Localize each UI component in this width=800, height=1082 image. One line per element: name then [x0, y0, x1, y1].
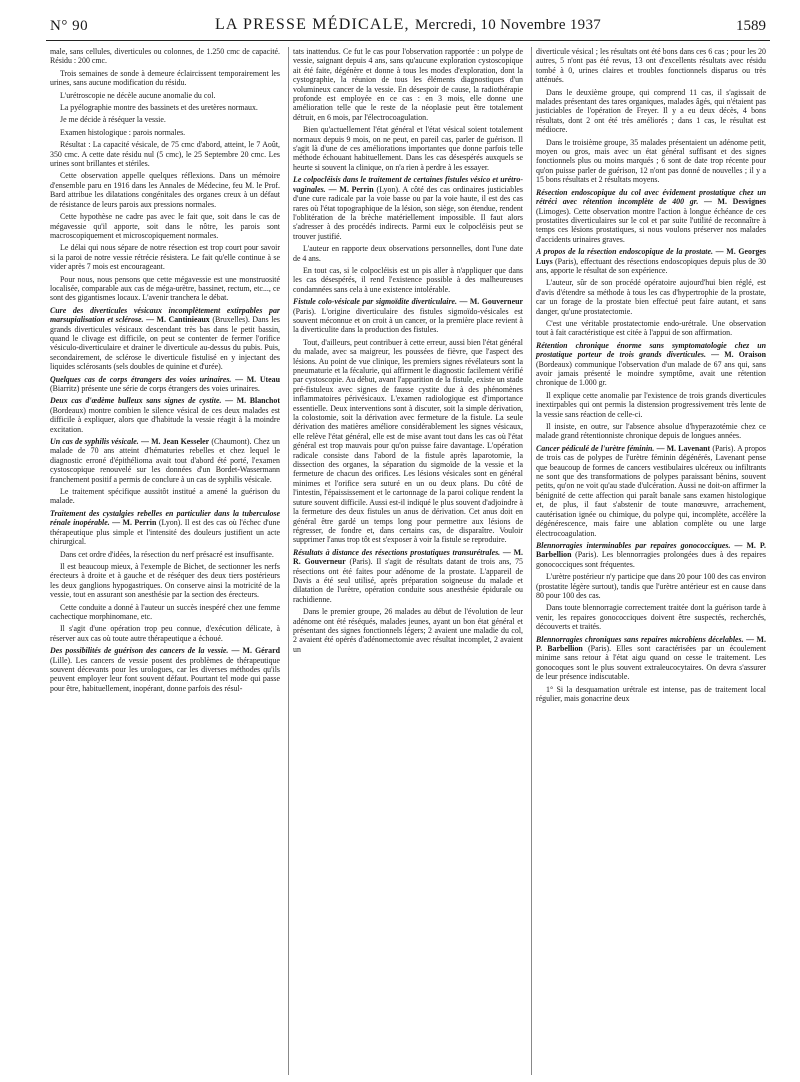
body-paragraph: Il est beaucoup mieux, à l'exemple de Bichet, de sectionner les nerfs érecteurs à droite et à gauche et de réséquer des deux tiers postérieurs les deux ganglions hypogastriques. On conserve ainsi la motricité de la vessie, tout en assurant son anesthésie par la section des érecteurs. [50, 561, 280, 600]
section-body: communique l'observation d'un malade de 67 ans qui, sans avoir jamais présenté le moindre symptôme, avait une rétention chronique de 1.000 gr. [536, 359, 766, 388]
section-paragraph [50, 396, 280, 434]
section-author: — M. Uteau [235, 374, 280, 384]
section-title: Deux cas d'œdème bulleux sans signes de cystite. [50, 396, 222, 406]
author-place: (Paris). [293, 306, 317, 316]
body-paragraph: L'auteur, sûr de son procédé opératoire aujourd'hui bien réglé, est d'avis d'étendre sa méthode à tous les cas d'hypertrophie de la prostate, car un forage de la prostate bien effectué peut faire autant, et sans danger, qu'une prostatectomie. [536, 278, 766, 316]
column-left [50, 47, 280, 1075]
author-place: (Paris). [349, 557, 373, 567]
body-paragraph: La pyélographie montre des bassinets et des uretères normaux. [60, 103, 258, 113]
body-paragraph: L'urétroscopie ne décèle aucune anomalie du col. [60, 90, 216, 100]
body-paragraph: L'auteur en rapporte deux observations personnelles, dont l'une date de 4 ans. [293, 244, 523, 263]
author-place: (Paris). [712, 443, 736, 453]
body-paragraph: male, sans cellules, diverticules ou colonnes, de 1.250 cmc de capacité. Résidu : 200 cmc. [50, 47, 280, 66]
section-title: Des possibilités de guérison des cancers de la vessie. [50, 646, 229, 656]
body-paragraph: Bien qu'actuellement l'état général et l'état vésical soient totalement normaux depuis 9 mois, on ne peut, en pareil cas, parler de guérison. Il s'agit là d'une de ces améliorations importantes que donne parfois telle méthode échouant habituellement. Dans les cas désespérés auxquels se heurte si souvent la clinique, on n'a rien à perdre à les essayer. [293, 125, 523, 172]
section-author: — M. Georges Luys [536, 247, 766, 266]
section-author: — M. Desvignes [703, 197, 766, 207]
section-paragraph [536, 188, 766, 244]
section-paragraph [50, 437, 280, 484]
author-place: (Lyon). [376, 184, 400, 194]
section-paragraph [50, 375, 280, 394]
section-author: — M. Oraison [711, 350, 766, 360]
author-place: (Paris). [575, 550, 599, 560]
body-paragraph: Trois semaines de sonde à demeure éclaircissent temporairement les urines, sans aucune modification du résidu. [50, 68, 280, 88]
section-title: Quelques cas de corps étrangers des voies urinaires. [50, 374, 232, 384]
section-title: Fistule colo-vésicale par sigmoïdite diverticulaire. [293, 297, 457, 307]
section-paragraph [50, 646, 280, 693]
section-paragraph [536, 341, 766, 388]
section-title: Blennorragies interminables par repaires gonococciques. [536, 540, 731, 550]
section-paragraph [293, 297, 523, 335]
body-paragraph: Dans cet ordre d'idées, la résection du nerf présacré est insuffisante. [60, 549, 274, 559]
section-author: — M. Gérard [231, 646, 280, 656]
author-place: (Lyon). [158, 518, 183, 528]
author-place: (Bordeaux) [50, 405, 86, 415]
body-paragraph: Examen histologique : parois normales. [60, 127, 186, 137]
body-paragraph: Résultat : La capacité vésicale, de 75 cmc d'abord, atteint, le 7 Août, 350 cmc. A cette date résidu nul (5 cmc), le 25 Septembre 20 cmc. Les urines sont brillantes et stériles. [50, 140, 280, 169]
author-place: (Chaumont). [211, 437, 252, 447]
section-paragraph [293, 175, 523, 241]
section-author: — M. P. Barbellion [536, 540, 766, 560]
section-body: Les blennorragies prolongées dues à des repaires gonococciques sont fréquentes. [536, 550, 766, 569]
section-author: — M. Perrin [328, 184, 374, 194]
column-right [531, 47, 766, 1075]
section-paragraph [50, 509, 280, 547]
section-paragraph [536, 444, 766, 538]
author-place: (Limoges). [536, 206, 571, 216]
section-title: Blennorragies chroniques sans repaires microbiens décelables. [536, 634, 744, 644]
section-author: — M. P. Barbellion [536, 634, 766, 653]
text-columns [50, 47, 766, 1075]
body-paragraph: Le traitement spécifique aussitôt institué a amené la guérison du malade. [50, 487, 280, 506]
section-paragraph [536, 635, 766, 682]
section-title: Cure des diverticules vésicaux incomplètement extirpables par marsupialisation et sclérose. [50, 305, 280, 325]
section-body: Il s'agit de résultats datant de trois ans, 75 résections ont été faites pour adénome de la prostate. L'appareil de Davis a été seul utilisé, après préparation soigneuse du malade et dilatation de l'urètre, opération conduite sous anesthésie épidurale ou rachidienne. [293, 557, 523, 604]
column-middle [288, 47, 523, 1075]
section-author: — M. R. Gouverneur [293, 547, 523, 567]
body-paragraph: Dans le premier groupe, 26 malades au début de l'évolution de leur adénome ont été réséqués, malades jeunes, ayant un bon état général et présentant des signes fonctionnels légers; 2 avaient une maladie du col, 2 avaient été opérés d'adénomectomie avec résultat incomplet, 2 avaient un [293, 607, 523, 654]
author-place: (Bruxelles). [212, 315, 250, 325]
section-body: Il est des cas où l'échec d'une thérapeutique plus simple et l'intensité des douleurs justifient un acte chirurgical. [50, 518, 280, 547]
section-body: présente une série de corps étrangers des voies urinaires. [81, 384, 260, 393]
author-place: (Paris), [555, 256, 579, 266]
body-paragraph: Cette observation appelle quelques réflexions. Dans un mémoire d'ensemble paru en 1916 dans les Annales de Médecine, feu M. le Prof. Bard attribue les dilatations congénitales des organes creux à un défaut de résistance de leurs parois aux pressions normales. [50, 171, 280, 209]
page-number: 1589 [736, 18, 766, 34]
section-title: Rétention chronique énorme sans symptomatologie chez un prostatique porteur de trois grands diverticules. [536, 340, 766, 360]
body-paragraph: Il s'agit d'une opération trop peu connue, d'exécution délicate, à réserver aux cas où toute autre thérapeutique a échoué. [50, 624, 280, 643]
section-title: Résection endoscopique du col avec évidement prostatique chez un rétréci avec rétention incomplète de 400 gr. [536, 187, 766, 207]
author-place: (Biarritz) [50, 384, 80, 393]
section-title: Un cas de syphilis vésicale. [50, 437, 139, 447]
section-body: A propos de trois cas de polypes de l'urètre féminin dégénérés, Lavenant pense que beaucoup de formes de cancers vestibulaires ulcéreux ou infiltrants ne sont que des transformations de polypes paraissant bénins, souvent petits, qu'on ne voit qu'au stade d'ulcération. Aussi ne doit-on affirmer la bénignité de cette affection qui paraît banale sans examen histologique et, de plus, il faut s'abstenir de toute manœuvre, arrachement, cautérisation ignée ou chimique, du polype qui, incomplète, accélère la dégénérescence, mais faire une ablation complète ou une large électrocoagulation. [536, 443, 766, 538]
body-paragraph: En tout cas, si le colpocléisis est un pis aller à n'appliquer que dans les cas désespérés, il rend l'existence possible à des malheureuses condamnées sans cela à une existence intolérable. [293, 265, 523, 294]
section-body: Dans les grands diverticules vésicaux descendant très bas dans le petit bassin, quand le clivage est difficile, on peut se contenter de fermer l'orifice vésiculo-diverticulaire et drainer le diverticule au-dessus du pubis. Puis, secondairement, de sclérose le diverticule fistulisé en y injectant des liquides sclérosants (sels doubles de quinine et d'urée). [50, 315, 280, 372]
body-paragraph: Il insiste, en outre, sur l'absence absolue d'hyperazotémie chez ce malade grand rétentionniste chronique depuis de longues années. [536, 422, 766, 441]
section-body: Les cancers de vessie posent des problèmes de thérapeutique souvent décevants pour les urologues, car les diverses méthodes qu'ils peuvent employer leur font souvent défaut. Pourtant tel mode qui passe pour être, habituellement, inopérant, donne parfois des résul- [50, 655, 280, 693]
body-paragraph: Cette conduite a donné à l'auteur un succès inespéré chez une femme cachectique morphinomane, etc. [50, 602, 280, 621]
body-paragraph: Dans le deuxième groupe, qui comprend 11 cas, il s'agissait de malades présentant des tares organiques, malades âgés, qui n'étaient pas justiciables de l'opération de Freyer. Il y a eu deux décès, 4 bons résultats, dont 2 ont été très améliorés ; dans 1 cas, le résultat est médiocre. [536, 87, 766, 135]
section-body: montre combien le silence vésical de ces deux malades est difficile à expliquer, alors que d'habitude la vessie réagit à la moindre excitation. [50, 405, 280, 434]
issue-date: Mercredi, 10 Novembre 1937 [414, 17, 602, 33]
author-place: (Bordeaux) [536, 359, 572, 369]
body-paragraph: Je me décide à réséquer la vessie. [60, 115, 166, 125]
section-paragraph [293, 548, 523, 604]
header-rule [46, 40, 770, 41]
section-body: Chez un malade de 70 ans atteint d'hématuries rebelles et chez lequel le diagnostic erroné d'épithélioma avait tout d'abord été porté, l'examen cystoscopique renouvelé sur les données d'un Bordet-Wassermann franchement positif a permis de conclure à un cas de syphilis vésicale. [50, 437, 280, 484]
section-author: — M. Cantinieaux [146, 315, 210, 325]
section-title: Traitement des cystalgies rebelles en particulier dans la tuberculose rénale inopérable. [50, 508, 280, 528]
author-place: (Paris). [588, 643, 612, 653]
author-place: (Lille). [50, 655, 73, 665]
body-paragraph: Tout, d'ailleurs, peut contribuer à cette erreur, aussi bien l'état général du malade, avec sa maigreur, les poussées de fièvre, que l'aspect des lésions. Au point de vue clinique, les premiers signes révélateurs sont la pneumaturie et la fécalurie, qui affirment le diagnostic facilement vérifié par cystoscopie. Au début, avant l'apparition de la fistule, existe un stade pré-fistuleux avec signes de fausse cystite due à des phénomènes inflammatoires périvésicaux. L'examen radiologique est d'importance essentielle. Deux interventions sont à discuter, soit la simple dérivation, la colostomie, soit la dérivation avec fermeture de la fistule. La seule dérivation des matières améliore considérablement les signes vésicaux, elle relève l'état général, elle est de mise avant tout dans les cas où l'état général est trop mauvais pour qu'on puisse faire davantage. L'opération radicale consiste dans l'abord de la fistule après laparotomie, la dissection des organes, la séparation du sigmoïde de la vessie et la fermeture de chacun des orifices. Les lésions vésicales sont en général minimes et l'orifice sera suturé en un ou deux plans. Du côté de l'intestin, l'épaississement et le cartonnage de la paroi colique rendent la suture souvent difficile. Aussi est-il indiqué le plus souvent d'adjoindre à la fermeture des deux fistules un anus de dérivation. Cet anus doit en général être gardé un temps long pour permettre aux lésions de régresser, de fondre et, dans certains cas, de disparaître. Vouloir supprimer l'anus trop tôt est s'exposer à voir la fistule se reproduire. [293, 337, 523, 545]
section-title: Cancer pédiculé de l'urètre féminin. [536, 443, 655, 453]
body-paragraph: L'urètre postérieur n'y participe que dans 20 pour 100 des cas environ (prostatite légère surtout), tandis que l'urètre antérieur est en cause dans 80 pour 100 des cas. [536, 572, 766, 600]
body-paragraph: 1° Si la desquamation urétrale est intense, pas de traitement local régulier, mais gonacrine deux [536, 684, 766, 703]
body-paragraph: Dans le troisième groupe, 35 malades présentaient un adénome petit, moyen ou gros, mais avec un état général suffisant et des signes fonctionnels plus ou moins marqués ; 6 sont de date trop récente pour qu'on puisse parler de guérison, 12 n'ont pas donné de nouvelles ; il y a 15 bons résultats et 2 résultats moyens. [536, 137, 766, 185]
issue-number: N° 90 [50, 18, 89, 34]
section-title: A propos de la résection endoscopique de la prostate. [536, 247, 713, 257]
section-author: — M. Gouverneur [459, 297, 523, 307]
section-body: effectuant des résections endoscopiques depuis plus de 30 ans, apporte le résultat de son expérience. [536, 256, 766, 275]
section-body: L'origine diverticulaire des fistules sigmoïdo-vésicales est souvent méconnue et on croit à un cancer, or la première place revient à la diverticulite dans la production des fistules. [293, 306, 523, 335]
section-body: Cette observation montre l'action à longue échéance de ces prostatites diverticulaires sur le col et par suite l'utilité de reconnaître à temps ces lésions prostatiques, si nous voulons préserver nos malades d'accidents urinaires graves. [536, 206, 766, 244]
body-paragraph: C'est une véritable prostatectomie endo-urétrale. Une observation tout à fait caractéristique est citée à l'appui de son affirmation. [536, 318, 766, 338]
body-paragraph: Il explique cette anomalie par l'existence de trois grands diverticules inextirpables qui ont permis la distension progressivement très lente de la vessie sans réaction de celle-ci. [536, 390, 766, 419]
body-paragraph: diverticule vésical ; les résultats ont été bons dans ces 6 cas ; pour les 20 autres, 5 n'ont pas été revus, 13 ont d'excellents résultats avec résidu tombé à 0, urines claires et troubles fonctionnels disparus ou très atténués. [536, 47, 766, 85]
section-paragraph [50, 306, 280, 372]
section-author: — M. Jean Kesseler [140, 437, 210, 447]
body-paragraph: tats inattendus. Ce fut le cas pour l'observation rapportée : un polype de vessie, saignant depuis 4 ans, sans qu'aucune exploration cystoscopique ait été faite, dégénère et donne à tous les modes d'exploration, dont la cystographie, la réunion de tous les éléments diagnostiques d'un volumineux cancer de la vessie. En désespoir de cause, la radiothérapie profonde est employée en ce cas : en 3 mois, elle donne une amélioration telle que le reste de la néoplasie peut être totalement détruit, en 6 mois, par l'électrocoagulation. [293, 47, 523, 122]
journal-name: LA PRESSE MÉDICALE, [214, 16, 410, 33]
section-body: A côté des cas ordinaires justiciables d'une cure radicale par la voie basse ou par la voie haute, il est des cas rares où l'état topographique de la lésion, son siège, son étendue, rendent l'oblitération de la brèche matériellement impossible. Il faut alors s'adresser à des procédés indirects. Parmi eux le colpocléisis peut se trouver justifié. [293, 184, 523, 241]
body-paragraph: Cette hypothèse ne cadre pas avec le fait que, soit dans le cas de mégavessie qu'il apporte, soit dans le nôtre, les parois sont macroscopiquement et microscopiquement normales. [50, 212, 280, 240]
running-header [50, 16, 766, 40]
journal-title-line [50, 16, 766, 34]
section-paragraph [536, 541, 766, 569]
section-title: Le colpocléisis dans le traitement de certaines fistules vésico et urétro-vaginales. [293, 175, 523, 194]
section-body: Elles sont caractérisées par un écoulement minime sans retour à l'état aigu quand on cesse le traitement. Les gonocoques sont le plus souvent extraleucocytaires. On devra s'assurer de leur présence indiscutable. [536, 643, 766, 682]
section-paragraph [536, 247, 766, 275]
section-author: — M. Perrin [112, 518, 157, 528]
section-title: Résultats à distance des résections prostatiques transurétrales. [293, 547, 501, 557]
section-author: — M. Blanchot [225, 396, 280, 406]
body-paragraph: Pour nous, nous pensons que cette mégavessie est une monstruosité localisée, comparable aux cas de méga-urètre, bassinet, rectum, etc..., ce sont des gigantismes locaux. L'avenir tranchera le débat. [50, 274, 280, 303]
body-paragraph: Le délai qui nous sépare de notre résection est trop court pour savoir si la paroi de notre vessie rétrécie résistera. Le fait qu'elle continue à se vider après 7 mois est encourageant. [50, 243, 280, 272]
body-paragraph: Dans toute blennorragie correctement traitée dont la guérison tarde à venir, les repaires gonococciques doivent être suspectés, recherchés, découverts et traités. [536, 603, 766, 632]
section-author: — M. Lavenant [656, 443, 711, 453]
